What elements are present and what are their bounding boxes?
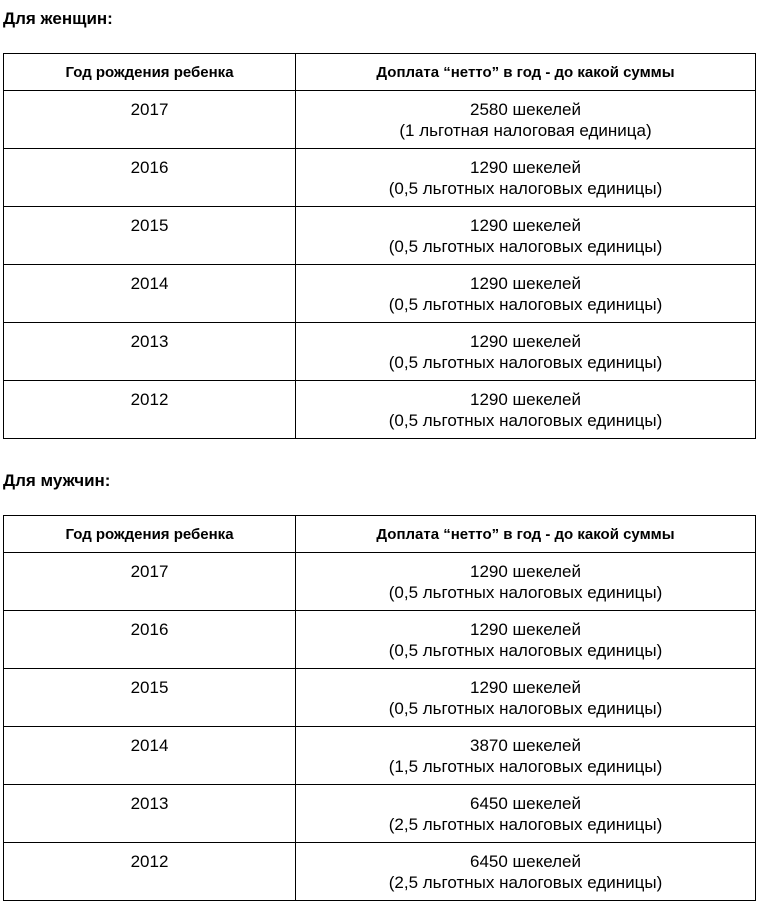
amount-cell — [296, 669, 756, 727]
year-cell: 2015 — [4, 207, 296, 265]
year-cell: 2015 — [4, 669, 296, 727]
table-row — [4, 381, 756, 439]
amount-value: 1290 шекелей — [469, 562, 582, 581]
amount-cell — [296, 785, 756, 843]
amount-value: 1290 шекелей — [469, 620, 582, 639]
men-section-heading: Для мужчин: — [3, 471, 111, 490]
year-cell: 2014 — [4, 265, 296, 323]
amount-value: 1290 шекелей — [469, 158, 582, 177]
amount-cell — [296, 149, 756, 207]
amount-cell — [296, 381, 756, 439]
year-cell: 2016 — [4, 149, 296, 207]
tax-units-value: (0,5 льготных налоговых единицы) — [388, 237, 663, 256]
amount-value: 2580 шекелей — [469, 100, 582, 119]
amount-value: 1290 шекелей — [469, 390, 582, 409]
table-header-row — [4, 516, 756, 553]
women-section-heading: Для женщин: — [3, 9, 113, 28]
year-column-header: Год рождения ребенка — [4, 54, 296, 91]
table-row — [4, 669, 756, 727]
tax-units-value: (0,5 льготных налоговых единицы) — [388, 295, 663, 314]
amount-value: 6450 шекелей — [469, 852, 582, 871]
men-benefit-table — [3, 515, 756, 901]
tax-units-value: (2,5 льготных налоговых единицы) — [388, 873, 663, 892]
amount-value: 1290 шекелей — [469, 332, 582, 351]
table-row — [4, 323, 756, 381]
table-row — [4, 149, 756, 207]
table-row — [4, 207, 756, 265]
tax-units-value: (1 льготная налоговая единица) — [399, 121, 652, 140]
table-row — [4, 785, 756, 843]
amount-value: 1290 шекелей — [469, 216, 582, 235]
table-header-row — [4, 54, 756, 91]
amount-value: 1290 шекелей — [469, 678, 582, 697]
year-column-header: Год рождения ребенка — [4, 516, 296, 553]
amount-cell — [296, 553, 756, 611]
year-cell: 2012 — [4, 381, 296, 439]
amount-value: 1290 шекелей — [469, 274, 582, 293]
amount-value: 3870 шекелей — [469, 736, 582, 755]
year-cell: 2013 — [4, 323, 296, 381]
amount-cell — [296, 611, 756, 669]
amount-column-header: Доплата “нетто” в год - до какой суммы — [296, 516, 756, 553]
year-cell: 2014 — [4, 727, 296, 785]
table-row — [4, 91, 756, 149]
year-cell: 2016 — [4, 611, 296, 669]
tax-units-value: (1,5 льготных налоговых единицы) — [388, 757, 663, 776]
amount-cell — [296, 207, 756, 265]
year-cell: 2017 — [4, 553, 296, 611]
table-row — [4, 611, 756, 669]
tax-units-value: (0,5 льготных налоговых единицы) — [388, 583, 663, 602]
amount-cell — [296, 323, 756, 381]
tax-units-value: (0,5 льготных налоговых единицы) — [388, 699, 663, 718]
table-row — [4, 265, 756, 323]
table-row — [4, 727, 756, 785]
amount-cell — [296, 91, 756, 149]
amount-value: 6450 шекелей — [469, 794, 582, 813]
table-row — [4, 553, 756, 611]
tax-units-value: (0,5 льготных налоговых единицы) — [388, 411, 663, 430]
amount-cell — [296, 265, 756, 323]
year-cell: 2012 — [4, 843, 296, 901]
women-benefit-table — [3, 53, 756, 439]
amount-column-header: Доплата “нетто” в год - до какой суммы — [296, 54, 756, 91]
amount-cell — [296, 727, 756, 785]
tax-units-value: (0,5 льготных налоговых единицы) — [388, 641, 663, 660]
table-row — [4, 843, 756, 901]
tax-units-value: (2,5 льготных налоговых единицы) — [388, 815, 663, 834]
tax-units-value: (0,5 льготных налоговых единицы) — [388, 179, 663, 198]
amount-cell — [296, 843, 756, 901]
tax-units-value: (0,5 льготных налоговых единицы) — [388, 353, 663, 372]
year-cell: 2017 — [4, 91, 296, 149]
year-cell: 2013 — [4, 785, 296, 843]
